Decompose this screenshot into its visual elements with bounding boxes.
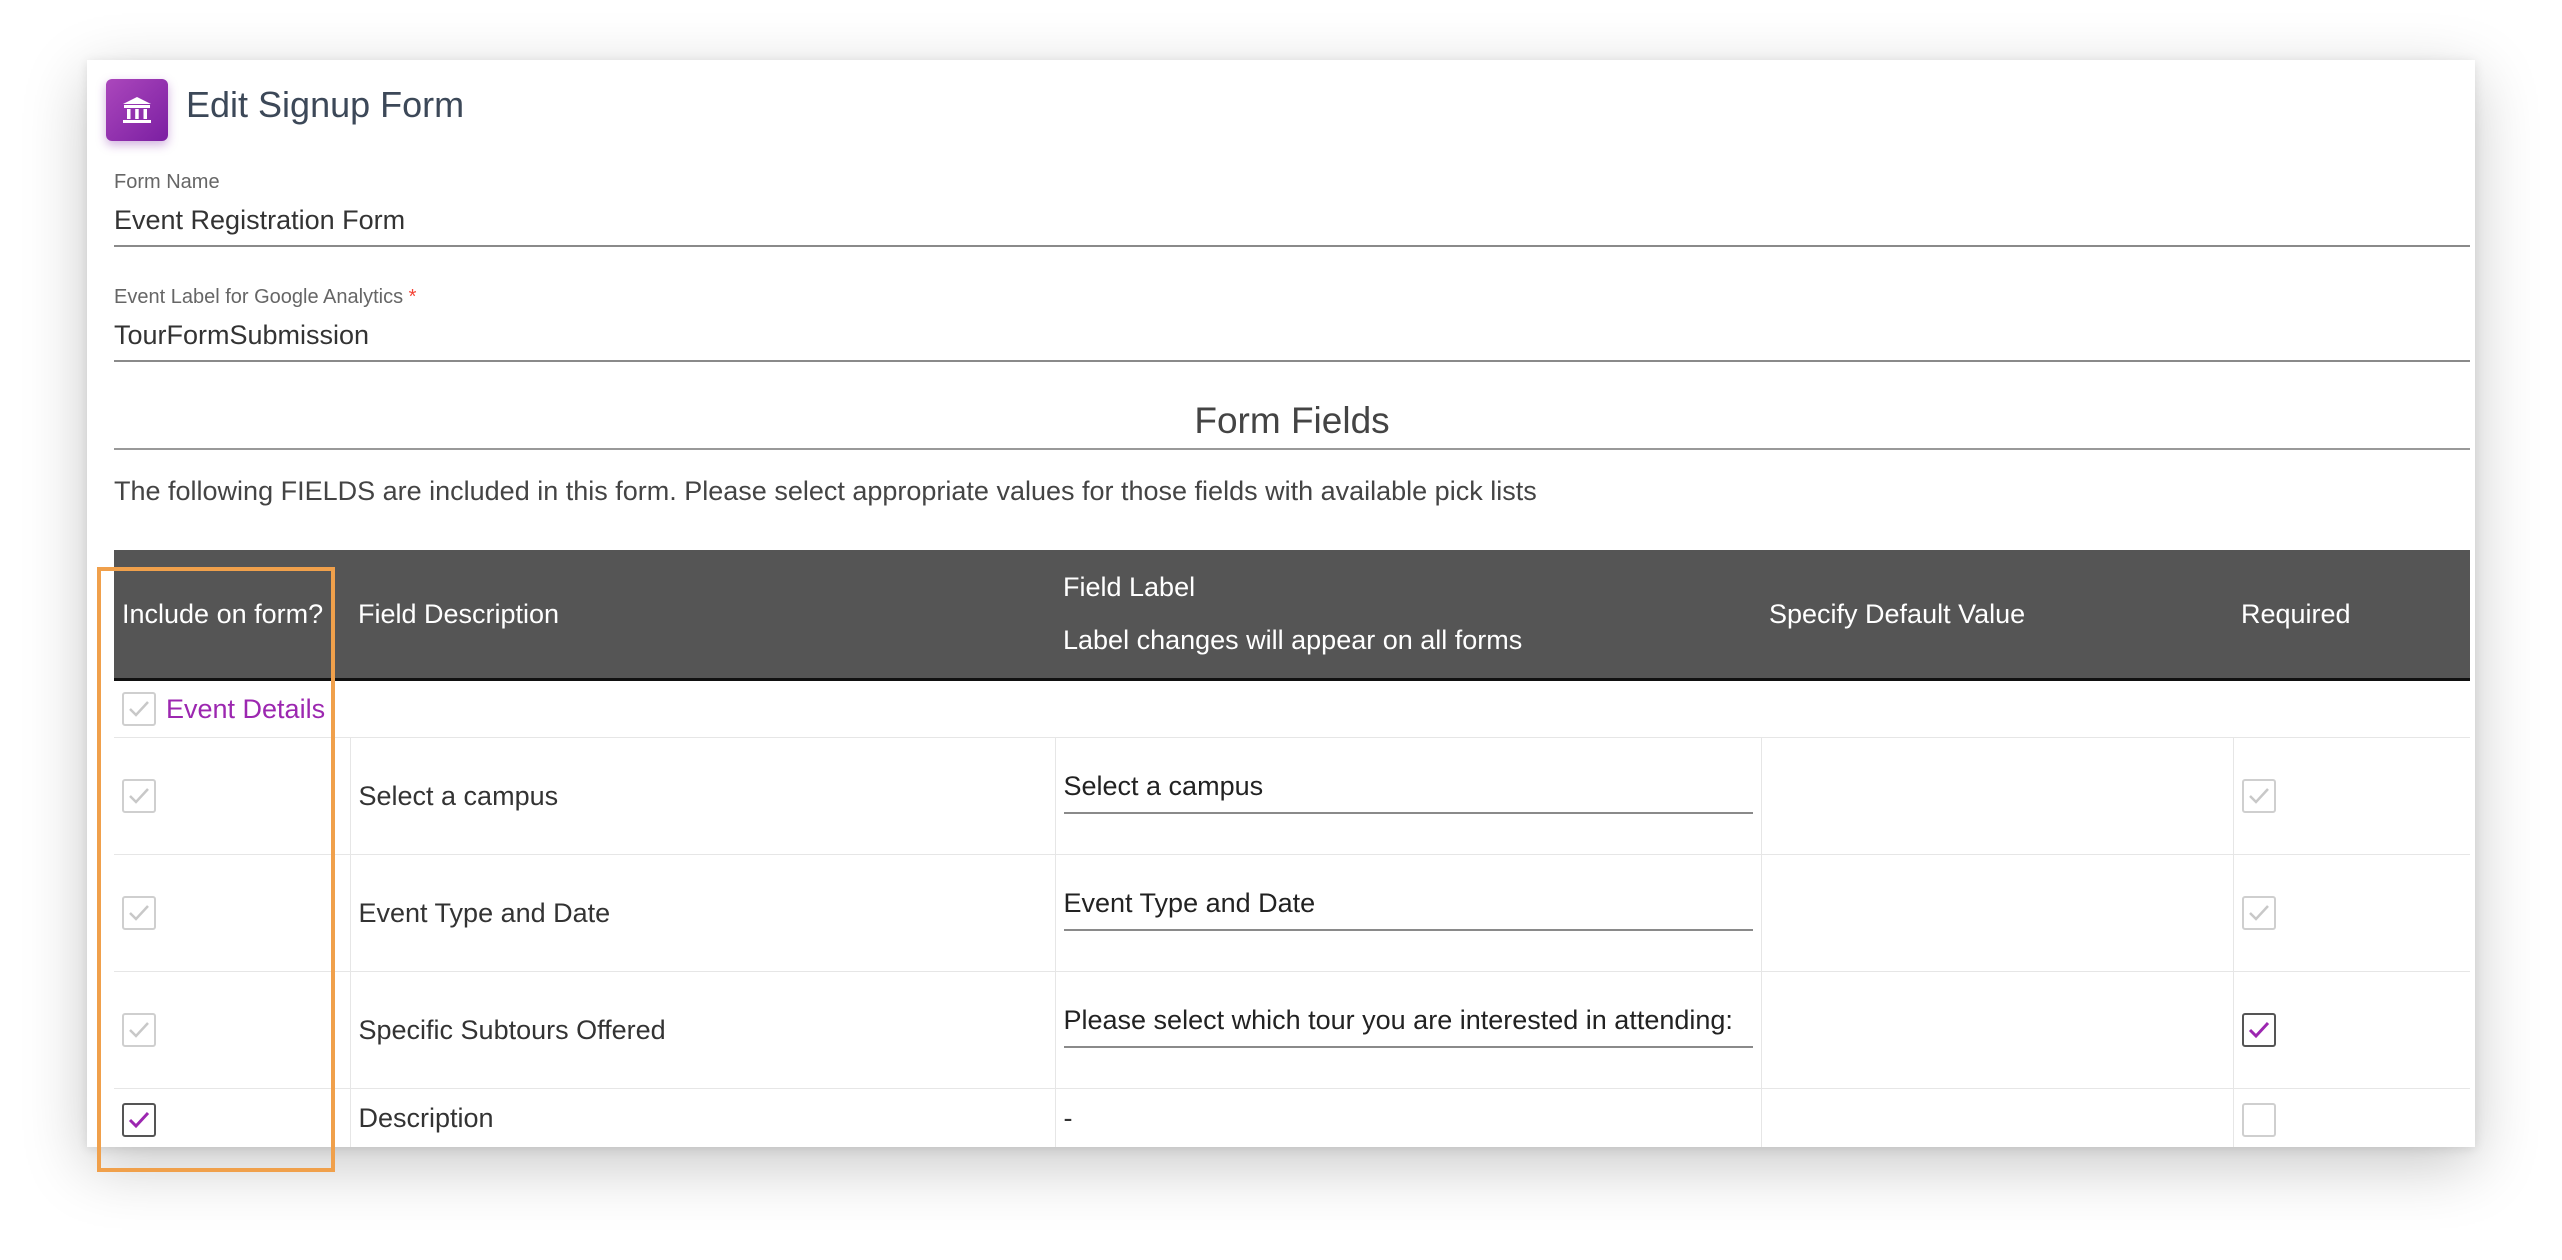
check-icon: [127, 1108, 151, 1132]
table-row: [114, 738, 2470, 855]
table-row: [114, 1089, 2470, 1148]
default-value-cell[interactable]: [1761, 855, 2233, 972]
header-field-label: [1055, 550, 1761, 680]
header-default-value: Specify Default Value: [1761, 550, 2233, 680]
institution-icon: [106, 79, 168, 141]
required-checkbox[interactable]: [2242, 1013, 2276, 1047]
header-field-label-sub: Label changes will appear on all forms: [1063, 625, 1523, 655]
include-checkbox[interactable]: [122, 1013, 156, 1047]
field-label-input[interactable]: Please select which tour you are interested in attending:: [1064, 1005, 1753, 1048]
table-header-row: [114, 550, 2470, 680]
section-intro-text: The following FIELDS are included in this form. Please select appropriate values for those fields with available pick lists: [114, 476, 1537, 506]
ga-event-label-field[interactable]: [114, 286, 2470, 362]
default-value-cell[interactable]: [1761, 1089, 2233, 1148]
field-label-input[interactable]: Select a campus: [1064, 771, 1753, 814]
include-checkbox[interactable]: [122, 779, 156, 813]
field-description: Select a campus: [350, 738, 1055, 855]
header-description: Field Description: [350, 550, 1055, 680]
table-row: [114, 855, 2470, 972]
form-name-field[interactable]: [114, 171, 2470, 247]
check-icon: [127, 1018, 151, 1042]
field-label-value: -: [1055, 1089, 1761, 1148]
field-description: Specific Subtours Offered: [350, 972, 1055, 1089]
header-field-label-title: Field Label: [1063, 572, 1196, 602]
check-icon: [127, 901, 151, 925]
form-name-label: Form Name: [114, 171, 220, 193]
field-description: Event Type and Date: [350, 855, 1055, 972]
required-checkbox[interactable]: [2242, 779, 2276, 813]
section-title: Form Fields: [114, 400, 2470, 450]
include-checkbox[interactable]: [122, 896, 156, 930]
group-label: Event Details: [166, 693, 326, 724]
check-icon: [2247, 901, 2271, 925]
check-icon: [2247, 784, 2271, 808]
form-fields-table: [114, 550, 2470, 1147]
default-value-cell[interactable]: [1761, 972, 2233, 1089]
group-checkbox[interactable]: [122, 692, 156, 726]
header-required: Required: [2233, 550, 2470, 680]
page-title: Edit Signup Form: [186, 84, 465, 125]
check-icon: [127, 784, 151, 808]
default-value-cell[interactable]: [1761, 738, 2233, 855]
ga-event-label-label: Event Label for Google Analytics *: [114, 286, 417, 308]
group-row-event-details: [114, 680, 2470, 738]
field-label-input[interactable]: Event Type and Date: [1064, 888, 1753, 931]
table-row: [114, 972, 2470, 1089]
check-icon: [127, 697, 151, 721]
required-checkbox[interactable]: [2242, 896, 2276, 930]
include-checkbox[interactable]: [122, 1103, 156, 1137]
field-description: Description: [350, 1089, 1055, 1148]
header-include: Include on form?: [114, 550, 350, 680]
check-icon: [2247, 1018, 2271, 1042]
ga-event-label-input[interactable]: TourFormSubmission: [114, 320, 370, 350]
signup-form-card: [87, 60, 2475, 1147]
required-asterisk: *: [408, 286, 417, 308]
form-name-input[interactable]: Event Registration Form: [114, 205, 406, 235]
required-checkbox[interactable]: [2242, 1103, 2276, 1137]
